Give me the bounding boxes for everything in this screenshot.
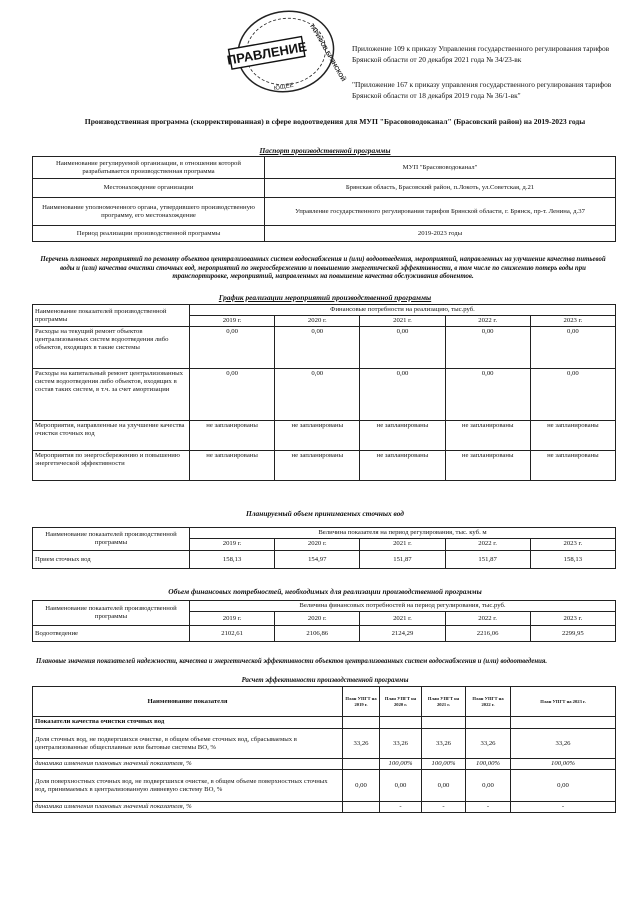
year-header: 2020 г.: [275, 539, 360, 551]
table-row: [33, 802, 616, 813]
table-row: [33, 601, 616, 612]
year-header: 2020 г.: [275, 316, 360, 327]
plan-header: План УПГТ на 2019 г.: [343, 687, 380, 717]
table-row: [33, 729, 616, 759]
plan-header: План УПГТ на 2023 г.: [511, 687, 616, 717]
cell-value: не запланированы: [360, 451, 445, 481]
row-label: Прием сточных вод: [33, 551, 190, 569]
cell-value: не запланированы: [445, 451, 530, 481]
row-label: Водоотведение: [33, 626, 190, 642]
passport-table: [32, 156, 616, 242]
year-header: 2021 г.: [360, 316, 445, 327]
cell-value: 0,00: [275, 369, 360, 421]
row-label: Расходы на текущий ремонт объектов централизованных систем водоотведения либо объектов, входящих в такие системы: [33, 327, 190, 369]
passport-label: Местонахождение организации: [33, 179, 265, 198]
table-row: [33, 687, 616, 717]
cell-value: 33,26: [380, 729, 422, 759]
cell-value: 100,00%: [466, 759, 511, 770]
cell-value: не запланированы: [530, 451, 615, 481]
row-label: динамика изменения плановых значений показателя, %: [33, 802, 343, 813]
cell-value: 0,00: [360, 327, 445, 369]
column-header: Наименование показателей производственной программы: [33, 305, 190, 327]
svg-text:ЮЩЕЕ: ЮЩЕЕ: [273, 82, 295, 93]
column-header: Наименование показателя: [33, 687, 343, 717]
measures-note: Перечень плановых мероприятий по ремонту объектов централизованных систем водоснабжения и (или) водоотведения, мероприятий, направленных на улучшение качества питьевой воды и (или) качества очистки сточных вод, мероприятий по энергосбережению и повышению энергетической эффективности, в том числе по снижению потерь воды при транспортировке, мероприятий, направленных на повышение качества обслуживания абонентов.: [40, 256, 606, 281]
year-header: 2019 г.: [190, 612, 275, 626]
appendix-text-2: "Приложение 167 к приказу управления государственного регулирования тарифов Брянской области от 18 декабря 2019 года № 36/1-вк": [352, 80, 612, 100]
cell-value: 154,97: [275, 551, 360, 569]
table-row: [33, 759, 616, 770]
cell-value: 0,00: [530, 327, 615, 369]
finance-table: [32, 600, 616, 642]
cell-value: не запланированы: [190, 421, 275, 451]
column-group-header: Величина финансовых потребностей на период регулирования, тыс.руб.: [190, 601, 616, 612]
volume-heading: Планируемый объем принимаемых сточных вод: [246, 509, 404, 518]
document-title: Производственная программа (скорректированная) в сфере водоотведения для МУП "Брасововодоканал" (Брасовский район) на 2019-2023 годы: [84, 117, 586, 126]
cell-value: 0,00: [190, 327, 275, 369]
cell-value: 0,00: [343, 770, 380, 802]
table-row: [33, 327, 616, 369]
section-label: Показатели качества очистки сточных вод: [33, 717, 343, 729]
cell-value: 158,13: [530, 551, 615, 569]
efficiency-note: Плановые значения показателей надежности, качества и энергетической эффективности объектов централизованных систем водоснабжения и (или) водоотведения.: [36, 658, 548, 665]
row-label: Доля сточных вод, не подвергшихся очистке, в общем объеме сточных вод, сбрасываемых в централизованные общесплавные или бытовые системы ВО, %: [33, 729, 343, 759]
year-header: 2022 г.: [445, 539, 530, 551]
cell-value: 2106,86: [275, 626, 360, 642]
cell-value: 100,00%: [511, 759, 616, 770]
cell-value: 151,87: [445, 551, 530, 569]
table-row: [33, 198, 616, 226]
cell-value: не запланированы: [190, 451, 275, 481]
passport-value: МУП "Брасововодоканал": [265, 157, 616, 179]
cell-value: не запланированы: [360, 421, 445, 451]
plan-header: План УПГТ на 2021 г.: [422, 687, 466, 717]
stamp-seal-icon: [225, 10, 346, 96]
cell-value: 158,13: [190, 551, 275, 569]
cell-value: 33,26: [343, 729, 380, 759]
column-header: Наименование показателей производственной программы: [33, 528, 190, 551]
cell-value: 0,00: [445, 327, 530, 369]
cell-value: 33,26: [422, 729, 466, 759]
cell-value: 2124,29: [360, 626, 445, 642]
table-row: [33, 770, 616, 802]
efficiency-heading: Расчет эффективности производственной программы: [241, 677, 409, 684]
svg-text:ПРАВЛЕНИЕ: ПРАВЛЕНИЕ: [225, 38, 308, 68]
row-label: динамика изменения плановых значений показателя, %: [33, 759, 343, 770]
passport-label: Наименование уполномоченного органа, утвердившего производственную программу, его местонахождение: [33, 198, 265, 226]
table-row: [33, 421, 616, 451]
cell-value: 33,26: [466, 729, 511, 759]
cell-value: 33,26: [511, 729, 616, 759]
plan-header: План УПГТ на 2022 г.: [466, 687, 511, 717]
table-row: [33, 626, 616, 642]
year-header: 2023 г.: [530, 612, 615, 626]
cell-value: 0,00: [511, 770, 616, 802]
cell-value: 0,00: [360, 369, 445, 421]
cell-value: не запланированы: [275, 451, 360, 481]
cell-value: 0,00: [422, 770, 466, 802]
year-header: 2023 г.: [530, 539, 615, 551]
cell-value: 0,00: [466, 770, 511, 802]
cell-value: не запланированы: [445, 421, 530, 451]
passport-label: Период реализации производственной программы: [33, 226, 265, 242]
measures-table: [32, 304, 616, 481]
table-row: [33, 157, 616, 179]
year-header: 2019 г.: [190, 539, 275, 551]
cell-value: не запланированы: [275, 421, 360, 451]
table-row: [33, 451, 616, 481]
measures-heading: График реализации мероприятий производственной программы: [218, 293, 432, 302]
column-group-header: Величина показателя на период регулирования, тыс. куб. м: [190, 528, 616, 539]
column-header: Наименование показателей производственной программы: [33, 601, 190, 626]
passport-value: 2019-2023 годы: [265, 226, 616, 242]
table-row: [33, 551, 616, 569]
cell-value: 0,00: [190, 369, 275, 421]
cell-value: [343, 759, 380, 770]
cell-value: 2102,61: [190, 626, 275, 642]
cell-value: 100,00%: [380, 759, 422, 770]
passport-value: Брянская область, Брасовский район, п.Локоть, ул.Советская, д.21: [265, 179, 616, 198]
volume-table: [32, 527, 616, 569]
cell-value: -: [380, 802, 422, 813]
row-label: Мероприятия, направленные на улучшение качества очистки сточных вод: [33, 421, 190, 451]
table-row: [33, 305, 616, 316]
year-header: 2022 г.: [445, 612, 530, 626]
year-header: 2020 г.: [275, 612, 360, 626]
table-row: [33, 369, 616, 421]
cell-value: 100,00%: [422, 759, 466, 770]
cell-value: 151,87: [360, 551, 445, 569]
row-label: Доля поверхностных сточных вод, не подвергшихся очистке, в общем объеме поверхностных сточных вод, принимаемых в централизованную ливневую систему ВО, %: [33, 770, 343, 802]
table-row: [33, 226, 616, 242]
passport-value: Управление государственного регулирования тарифов Брянской области, г. Брянск, пр-т. Ленина, д.37: [265, 198, 616, 226]
efficiency-table: [32, 686, 616, 813]
year-header: 2019 г.: [190, 316, 275, 327]
cell-value: не запланированы: [530, 421, 615, 451]
official-stamp: [225, 10, 346, 96]
year-header: 2023 г.: [530, 316, 615, 327]
row-label: Расходы на капитальный ремонт централизованных систем водоотведения либо объектов, входящих в состав таких систем, в т.ч. за счет амортизации: [33, 369, 190, 421]
year-header: 2021 г.: [360, 612, 445, 626]
table-row: [33, 179, 616, 198]
plan-header: План УПГТ на 2020 г.: [380, 687, 422, 717]
cell-value: [343, 802, 380, 813]
appendix-text-1: Приложение 109 к приказу Управления государственного регулирования тарифов Брянской области от 20 декабря 2021 года № 34/23-вк: [352, 44, 610, 64]
table-row: [33, 717, 616, 729]
passport-label: Наименование регулируемой организации, в отношении которой разрабатывается производственная программа: [33, 157, 265, 179]
cell-value: 0,00: [445, 369, 530, 421]
year-header: 2021 г.: [360, 539, 445, 551]
cell-value: -: [422, 802, 466, 813]
cell-value: 2216,06: [445, 626, 530, 642]
finance-heading: Объем финансовых потребностей, необходимых для реализации производственной программы: [168, 587, 482, 596]
svg-text:ТАРИФОВ БРЯНСКОЙ: ТАРИФОВ БРЯНСКОЙ: [307, 22, 346, 83]
table-row: [33, 528, 616, 539]
cell-value: -: [466, 802, 511, 813]
passport-heading: Паспорт производственной программы: [259, 146, 391, 155]
cell-value: 0,00: [530, 369, 615, 421]
cell-value: 0,00: [380, 770, 422, 802]
column-group-header: Финансовые потребности на реализацию, тыс.руб.: [190, 305, 616, 316]
cell-value: 2299,95: [530, 626, 615, 642]
cell-value: 0,00: [275, 327, 360, 369]
year-header: 2022 г.: [445, 316, 530, 327]
cell-value: -: [511, 802, 616, 813]
row-label: Мероприятия по энергосбережению и повышению энергетической эффективности: [33, 451, 190, 481]
